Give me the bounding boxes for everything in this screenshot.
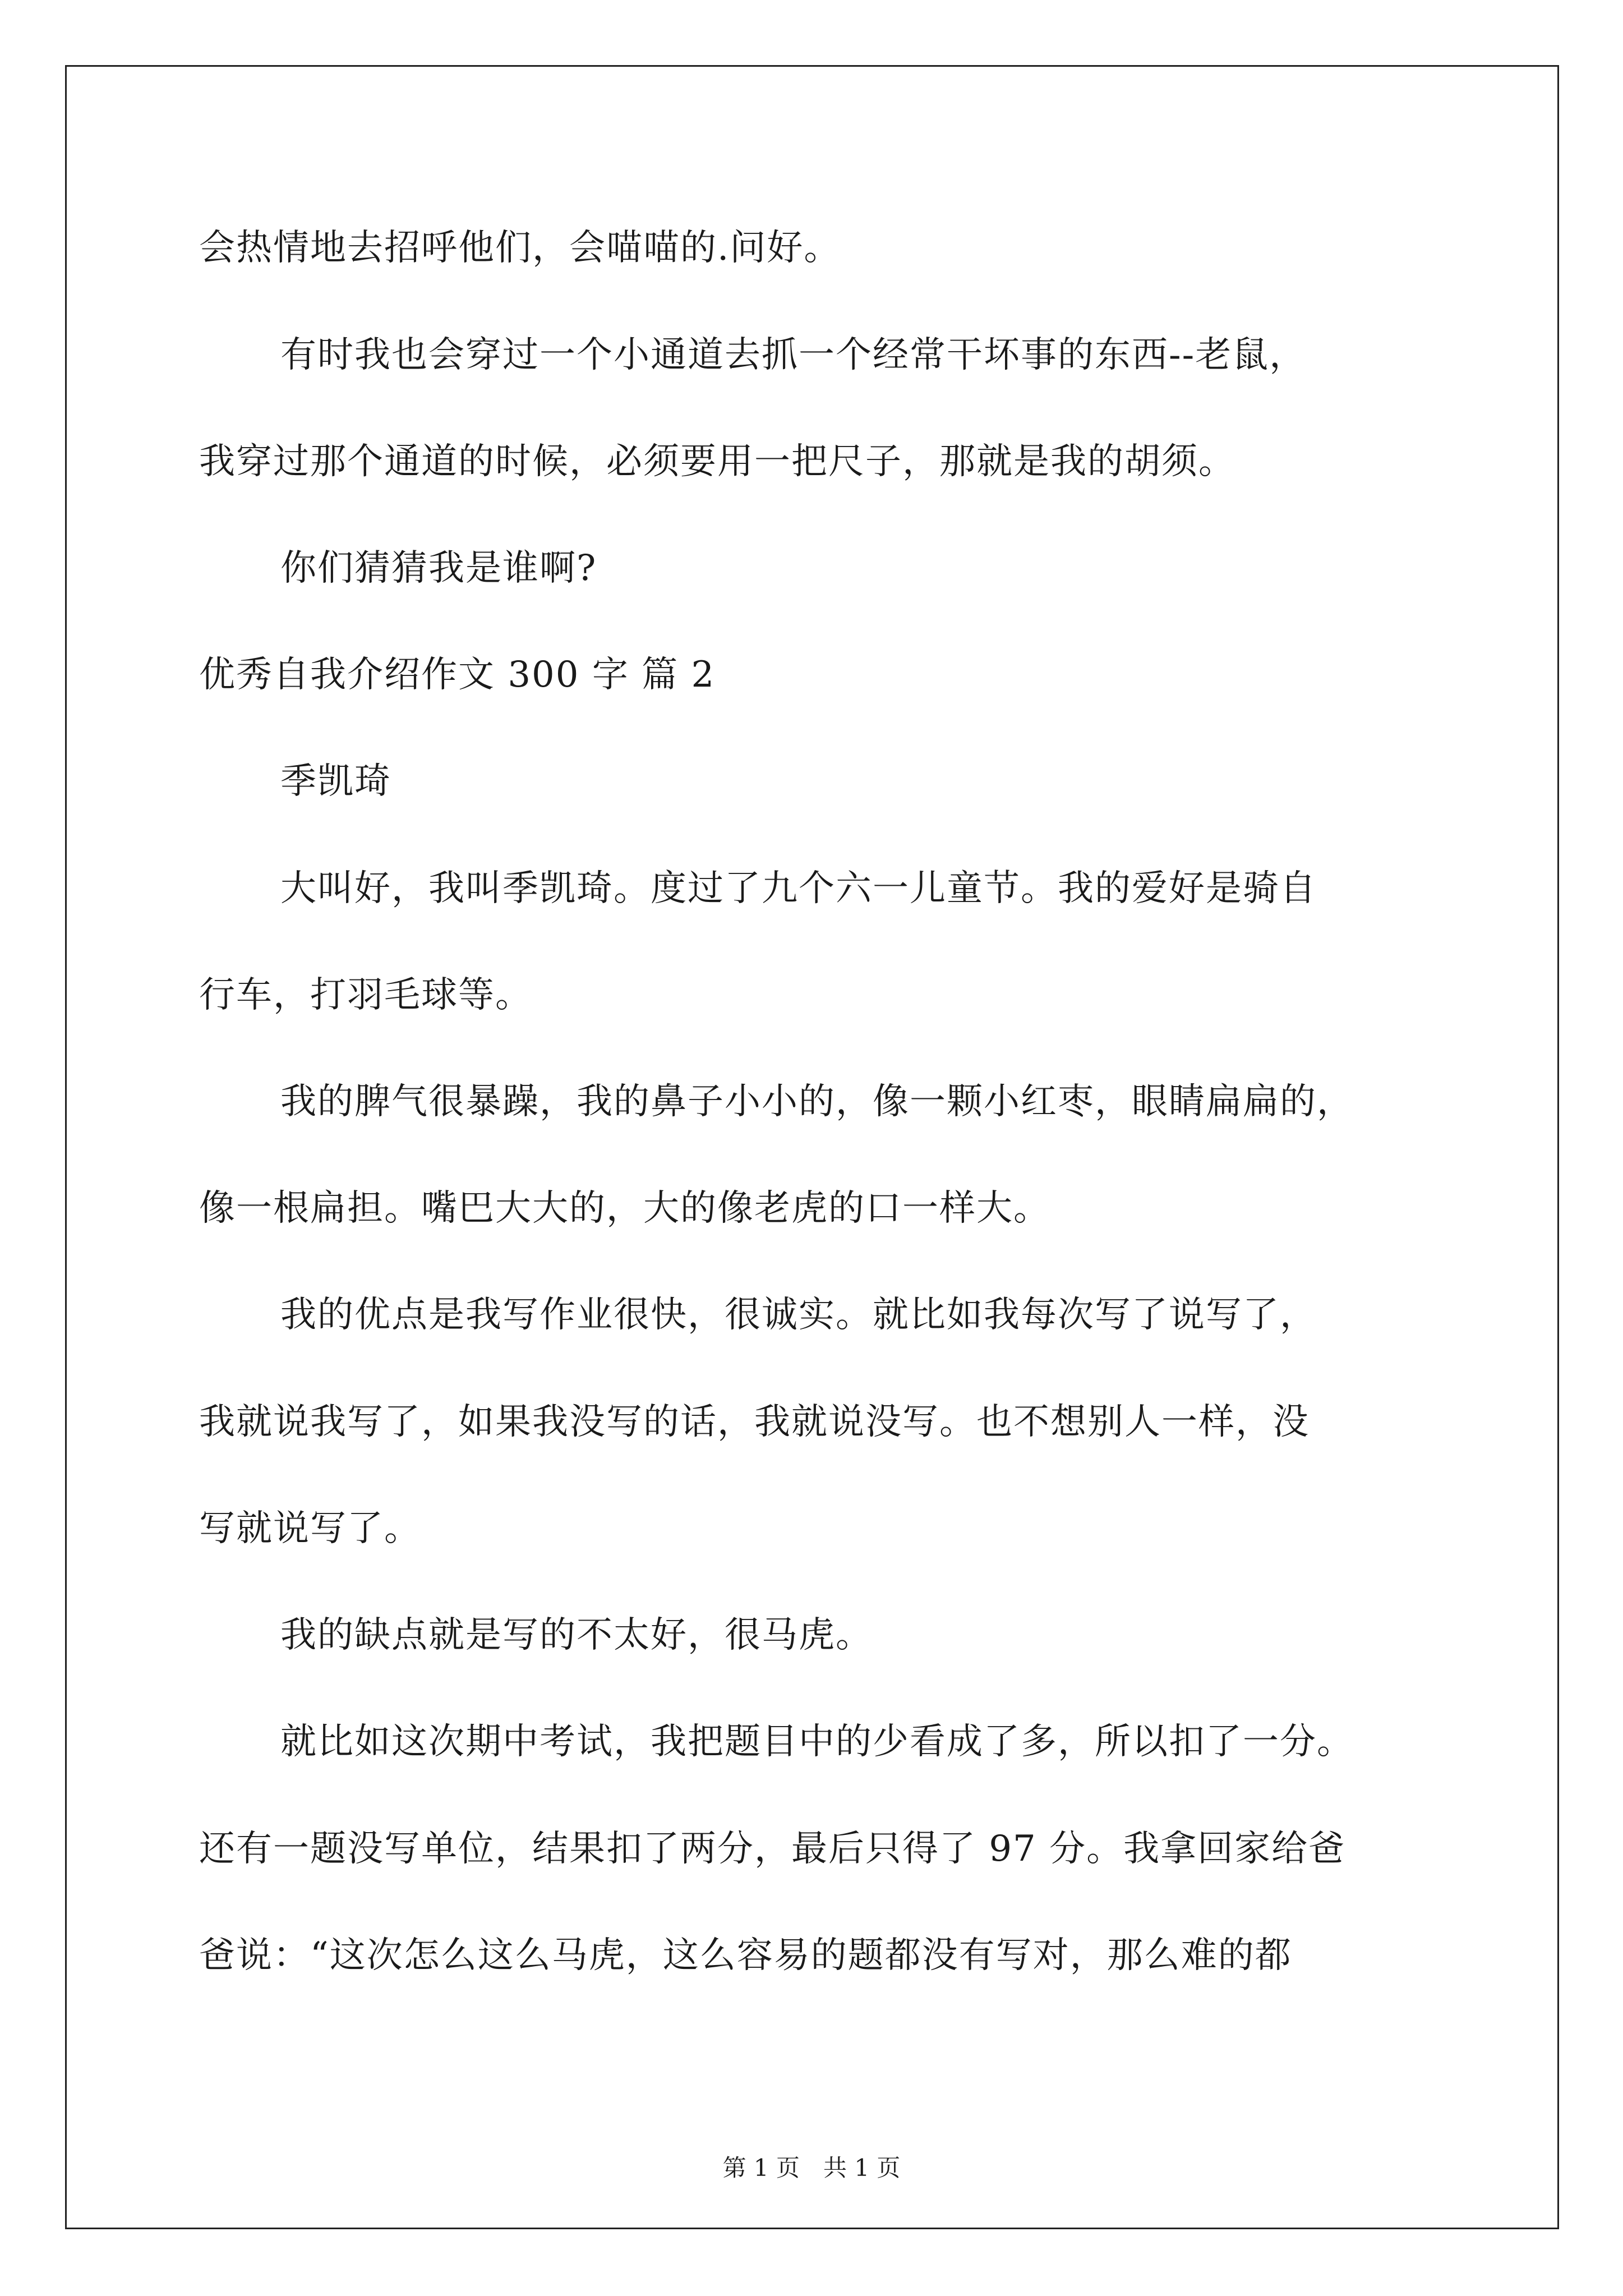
text-line: 会热情地去招呼他们，会喵喵的.问好。 <box>199 227 841 269</box>
section-heading: 优秀自我介绍作文 300 字 篇 2 <box>199 654 716 696</box>
text-line: 我的缺点就是写的不太好，很马虎。 <box>280 1614 873 1656</box>
page-number: 第 1 页 共 1 页 <box>722 2154 901 2182</box>
text-line: 还有一题没写单位，结果扣了两分，最后只得了 97 分。我拿回家给爸 <box>199 1828 1346 1870</box>
page-border <box>65 65 1559 2229</box>
text-line: 大叫好，我叫季凯琦。度过了九个六一儿童节。我的爱好是骑自 <box>280 868 1317 909</box>
text-line: 我穿过那个通道的时候，必须要用一把尺子，那就是我的胡须。 <box>199 441 1235 482</box>
text-line: 我就说我写了，如果我没写的话，我就说没写。也不想别人一样，没 <box>199 1401 1310 1443</box>
text-line: 像一根扁担。嘴巴大大的，大的像老虎的口一样大。 <box>199 1188 1050 1229</box>
text-line: 有时我也会穿过一个小通道去抓一个经常干坏事的东西--老鼠， <box>280 334 1307 376</box>
text-line: 爸说：“这次怎么这么马虎，这么容易的题都没有写对，那么难的都 <box>199 1935 1292 1976</box>
text-line: 你们猜猜我是谁啊? <box>280 547 597 589</box>
author-name: 季凯琦 <box>280 761 391 802</box>
text-line: 行车，打羽毛球等。 <box>199 974 532 1016</box>
text-line: 就比如这次期中考试，我把题目中的少看成了多，所以扣了一分。 <box>280 1721 1354 1763</box>
text-line: 写就说写了。 <box>199 1508 421 1549</box>
text-line: 我的优点是我写作业很快，很诚实。就比如我每次写了说写了， <box>280 1294 1317 1336</box>
text-line: 我的脾气很暴躁，我的鼻子小小的，像一颗小红枣，眼睛扁扁的， <box>280 1081 1354 1122</box>
